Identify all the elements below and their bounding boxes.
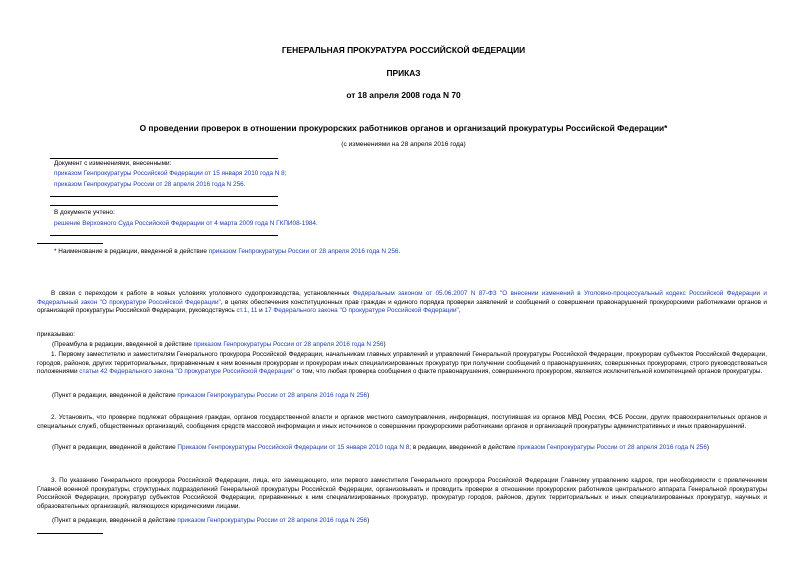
divider — [50, 158, 278, 159]
considered-link[interactable]: решение Верховного Суда Российской Федерации от 4 марта 2009 года N ГКПИ08-1984. — [54, 220, 318, 227]
changes-link-2[interactable]: приказом Генпрокуратуры России от 28 апреля 2016 года N 256. — [54, 181, 246, 188]
art-17-link[interactable]: 17 Федерального закона "О прокуратуре Российской Федерации" — [264, 307, 459, 315]
bottom-divider — [37, 533, 103, 534]
item-1-note: (Пункт в редакции, введенной в действие приказом Генпрокуратуры России от 28 апреля 2016 года N 256) — [52, 392, 370, 399]
divider — [50, 196, 278, 197]
preamble-note-link[interactable]: приказом Генпрокуратуры России от 28 апреля 2016 года N 256 — [193, 341, 384, 348]
doc-date-number: от 18 апреля 2008 года N 70 — [346, 90, 461, 100]
org-title: ГЕНЕРАЛЬНАЯ ПРОКУРАТУРА РОССИЙСКОЙ ФЕДЕРАЦИИ — [281, 45, 526, 55]
divider — [50, 235, 278, 236]
item-3-note-link[interactable]: приказом Генпрокуратуры России от 28 апреля 2016 года N 256 — [177, 517, 368, 524]
item-1-note-link[interactable]: приказом Генпрокуратуры России от 28 апреля 2016 года N 256 — [177, 392, 368, 399]
revision-note: (с изменениями на 28 апреля 2016 года) — [341, 141, 466, 148]
item-2-paragraph: 2. Установить, что проверке подлежат обращения граждан, органов государственной власти и органов местного самоуправления, информация, поступившая из органов МВД России, ФСБ России, других правоохранительных органов и специальных служб, общественных организаций, сообщения средств массовой информации и иных источников о совершении прокурорскими работниками органов и организаций прокуратуры административных и иных правонарушений. — [37, 414, 767, 430]
doc-title: О проведении проверок в отношении прокурорских работников органов и организаций прокуратуры Российской Федерации* — [139, 123, 668, 133]
footnote: * Наименование в редакции, введенной в действие приказом Генпрокуратуры России от 28 апреля 2016 года N 256. — [54, 248, 401, 255]
doc-type: ПРИКАЗ — [386, 68, 421, 78]
changes-label: Документ с изменениями, внесенными: — [54, 160, 172, 167]
item-3-paragraph: 3. По указанию Генерального прокурора Российской Федерации, лица, его замещающего, или первого заместителя Генерального прокурора Российской Федерации Главному управлению кадров, при необходимости с привлечением Главной военной прокуратуры, структурных подразделений Генеральной прокуратуры Российской Федерации, организовывать и проводить проверки в отношении прокурорских работников центрального аппарата Генеральной прокуратуры Российской Федерации, прокуратур субъектов Российской Федерации, приравненных к ним специализированных прокуратур, прокуратур городов, районов, других территориальных и иных специализированных прокуратур, научных и образовательных организаций, являющихся юридическими лицами. — [37, 477, 767, 510]
footnote-divider — [37, 243, 103, 244]
art-11-link[interactable]: 11 — [250, 307, 258, 315]
item-3-note: (Пункт в редакции, введенной в действие приказом Генпрокуратуры России от 28 апреля 2016 года N 256) — [52, 517, 370, 524]
item-2-note: (Пункт в редакции, введенной в действие Приказом Генпрокуратуры Российской Федерации от 15 января 2010 года N 8; в редакции, введенной в действие приказом Генпрокуратуры России от 28 апреля 2016 года N 256) — [52, 444, 710, 451]
order-word: приказываю: — [37, 331, 75, 338]
footnote-link[interactable]: приказом Генпрокуратуры России от 28 апреля 2016 года N 256 — [208, 248, 399, 255]
preamble-note: (Преамбула в редакции, введенной в действие приказом Генпрокуратуры России от 28 апреля 2016 года N 256) — [52, 341, 386, 348]
art-42-link[interactable]: статьи 42 Федерального закона "О прокуратуре Российской Федерации" — [79, 368, 295, 376]
divider — [50, 205, 278, 206]
changes-link-1[interactable]: приказом Генпрокуратуры Российской Федерации от 15 января 2010 года N 8; — [54, 170, 287, 177]
preamble-paragraph: В связи с переходом к работе в новых условиях уголовного судопроизводства, установленных Федеральным законом от 05.06.2007 N 87-ФЗ "О внесении изменений в Уголовно-процессуальный кодекс Российской Федерации и Федеральный закон "О прокуратуре Российской Федерации", в целях обеспечения конституционных прав граждан и единого порядка проверки заявлений и сообщений о совершении правонарушений прокурорскими работниками органов и организаций прокуратуры Российской Федерации, руководствуясь ст.1, 11 и 17 Федерального закона "О прокуратуре Российской Федерации", — [37, 290, 767, 315]
item-2-note-link-1[interactable]: Приказом Генпрокуратуры Российской Федерации от 15 января 2010 года N 8 — [177, 444, 410, 451]
item-2-note-link-2[interactable]: приказом Генпрокуратуры России от 28 апреля 2016 года N 256 — [517, 444, 707, 451]
law-87fz-link[interactable]: Федеральным законом от 05.06.2007 N 87-ФЗ "О внесении изменений в Уголовно-процессуальный кодекс Российской Федерации и Федеральный закон "О прокуратуре Российской Федерации" — [37, 290, 767, 306]
considered-label: В документе учтено: — [54, 209, 115, 216]
art-1-link[interactable]: ст.1 — [236, 307, 248, 315]
item-1-paragraph: 1. Первому заместителю и заместителям Генерального прокурора Российской Федерации, начальникам главных управлений и управлений Генеральной прокуратуры Российской Федерации, прокурорам субъектов Российской Федерации, городов, районов, других территориальных, приравненным к ним военным прокурорам и прокурорам иных специализированных прокуратур при получении сообщений о правонарушениях, совершенных прокурорами, строго руководствоваться положениями статьи 42 Федерального закона "О прокуратуре Российской Федерации" о том, что любая проверка сообщения о факте правонарушения, совершенного прокурором, является исключительной компетенцией органов прокуратуры. — [37, 351, 767, 376]
